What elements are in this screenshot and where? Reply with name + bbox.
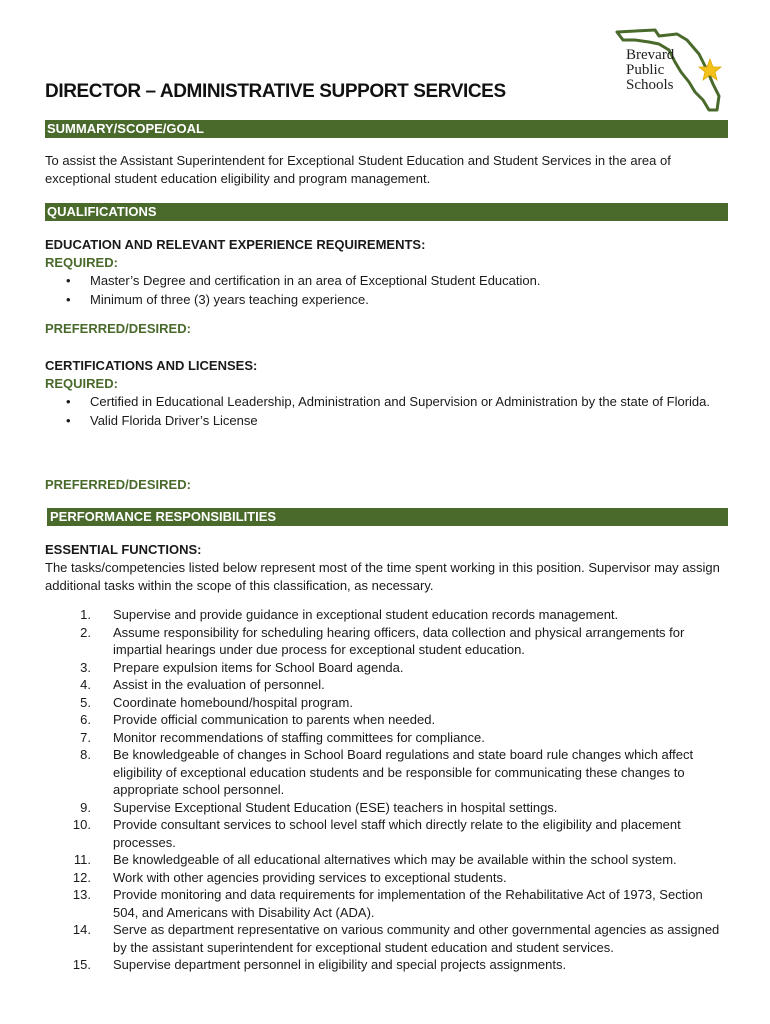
item-number: 7. (80, 729, 91, 745)
summary-text: To assist the Assistant Superintendent for Exceptional Student Education and Student Services in the area of exceptional student education eligibility and program management. (45, 153, 671, 186)
item-text: Supervise department personnel in eligibility and special projects assignments. (113, 957, 567, 972)
bullet-icon: • (66, 412, 71, 428)
item-text: Supervise and provide guidance in exceptional student education records management. (113, 607, 619, 622)
item-number: 14. (72, 922, 91, 937)
list-item (45, 921, 728, 956)
page-title: DIRECTOR – ADMINISTRATIVE SUPPORT SERVICES (45, 81, 506, 102)
item-text: Work with other agencies providing services to exceptional students. (113, 869, 507, 885)
item-number: 6. (80, 712, 91, 727)
list-item: • Master’s Degree and certification in an area of Exceptional Student Education. (45, 272, 728, 291)
section-header-summary: SUMMARY/SCOPE/GOAL (45, 120, 728, 138)
certifications-preferred-label: PREFERRED/DESIRED: (45, 477, 191, 492)
item-number: 2. (80, 624, 91, 640)
list-item (45, 869, 728, 887)
list-item (45, 606, 728, 624)
certifications-heading: CERTIFICATIONS AND LICENSES: (45, 358, 258, 373)
list-item: • Minimum of three (3) years teaching experience. (45, 291, 728, 310)
item-number: 4. (80, 677, 91, 692)
item-number: 15. (72, 957, 91, 972)
education-required-list (45, 272, 728, 309)
list-item (45, 851, 728, 869)
list-item (45, 746, 728, 799)
list-item (45, 816, 728, 851)
essential-functions-heading: ESSENTIAL FUNCTIONS: (45, 542, 202, 557)
item-text: Coordinate homebound/hospital program. (113, 694, 353, 710)
bullet-icon: • (66, 273, 71, 288)
item-number: 8. (80, 747, 91, 762)
list-item (45, 729, 728, 747)
item-number: 5. (80, 694, 91, 710)
list-item: • Valid Florida Driver’s License (45, 412, 728, 431)
item-number: 12. (72, 869, 91, 885)
certifications-required-label: REQUIRED: (45, 376, 118, 391)
section-header-qualifications: QUALIFICATIONS (45, 203, 728, 221)
item-number: 13. (72, 887, 91, 902)
list-item (45, 659, 728, 677)
bullet-icon: • (66, 394, 71, 409)
section-header-performance: PERFORMANCE RESPONSIBILITIES (47, 508, 728, 526)
item-number: 11. (73, 852, 91, 867)
list-item: • Certified in Educational Leadership, Administration and Supervision or Administration by the state of Florida. (45, 393, 728, 412)
list-item (45, 694, 728, 712)
item-text: Monitor recommendations of staffing committees for compliance. (113, 729, 485, 745)
list-item (45, 799, 728, 817)
certifications-required-list (45, 393, 728, 430)
list-item (45, 711, 728, 729)
responsibilities-list (45, 606, 728, 974)
bullet-icon: • (66, 291, 71, 307)
brevard-public-schools-logo (615, 26, 727, 112)
logo-line-schools: Schools (626, 77, 674, 93)
education-heading: EDUCATION AND RELEVANT EXPERIENCE REQUIREMENTS: (45, 237, 426, 252)
essential-functions-intro: The tasks/competencies listed below represent most of the time spent working in this position. Supervisor may assign additional tasks within the scope of this classification, as necessary. (45, 560, 720, 593)
education-required-label: REQUIRED: (45, 255, 118, 270)
logo-line-public: Public (626, 62, 665, 78)
item-number: 3. (80, 659, 91, 675)
logo-line-brevard: Brevard (626, 47, 675, 63)
item-text: Be knowledgeable of all educational alternatives which may be available within the school system. (113, 852, 677, 867)
item-text: Be knowledgeable of changes in School Board regulations and state board rule changes which affect eligibility of exceptional education students and be responsible for communicating these changes to appropriate school personnel. (113, 747, 694, 797)
list-item (45, 956, 728, 974)
item-number: 9. (80, 799, 91, 815)
item-text: Supervise Exceptional Student Education (ESE) teachers in hospital settings. (113, 799, 558, 815)
list-item (45, 624, 728, 659)
item-number: 1. (80, 607, 91, 622)
item-text: Prepare expulsion items for School Board agenda. (113, 659, 404, 675)
item-text: Provide official communication to parents when needed. (113, 712, 436, 727)
list-item (45, 676, 728, 694)
item-text: Assume responsibility for scheduling hearing officers, data collection and physical arrangements for impartial hearings under due process for exceptional student education. (113, 624, 685, 657)
item-text: Serve as department representative on various community and other governmental agencies as assigned by the assistant superintendent for exceptional student education and student services. (113, 922, 720, 955)
item-text: Provide monitoring and data requirements for implementation of the Rehabilitative Act of 1973, Section 504, and Americans with Disability Act (ADA). (113, 887, 703, 920)
education-preferred-label: PREFERRED/DESIRED: (45, 321, 191, 336)
list-item (45, 886, 728, 921)
item-text: Assist in the evaluation of personnel. (113, 677, 325, 692)
item-number: 10. (72, 817, 91, 832)
item-text: Provide consultant services to school level staff which directly relate to the eligibility and placement processes. (113, 817, 681, 850)
